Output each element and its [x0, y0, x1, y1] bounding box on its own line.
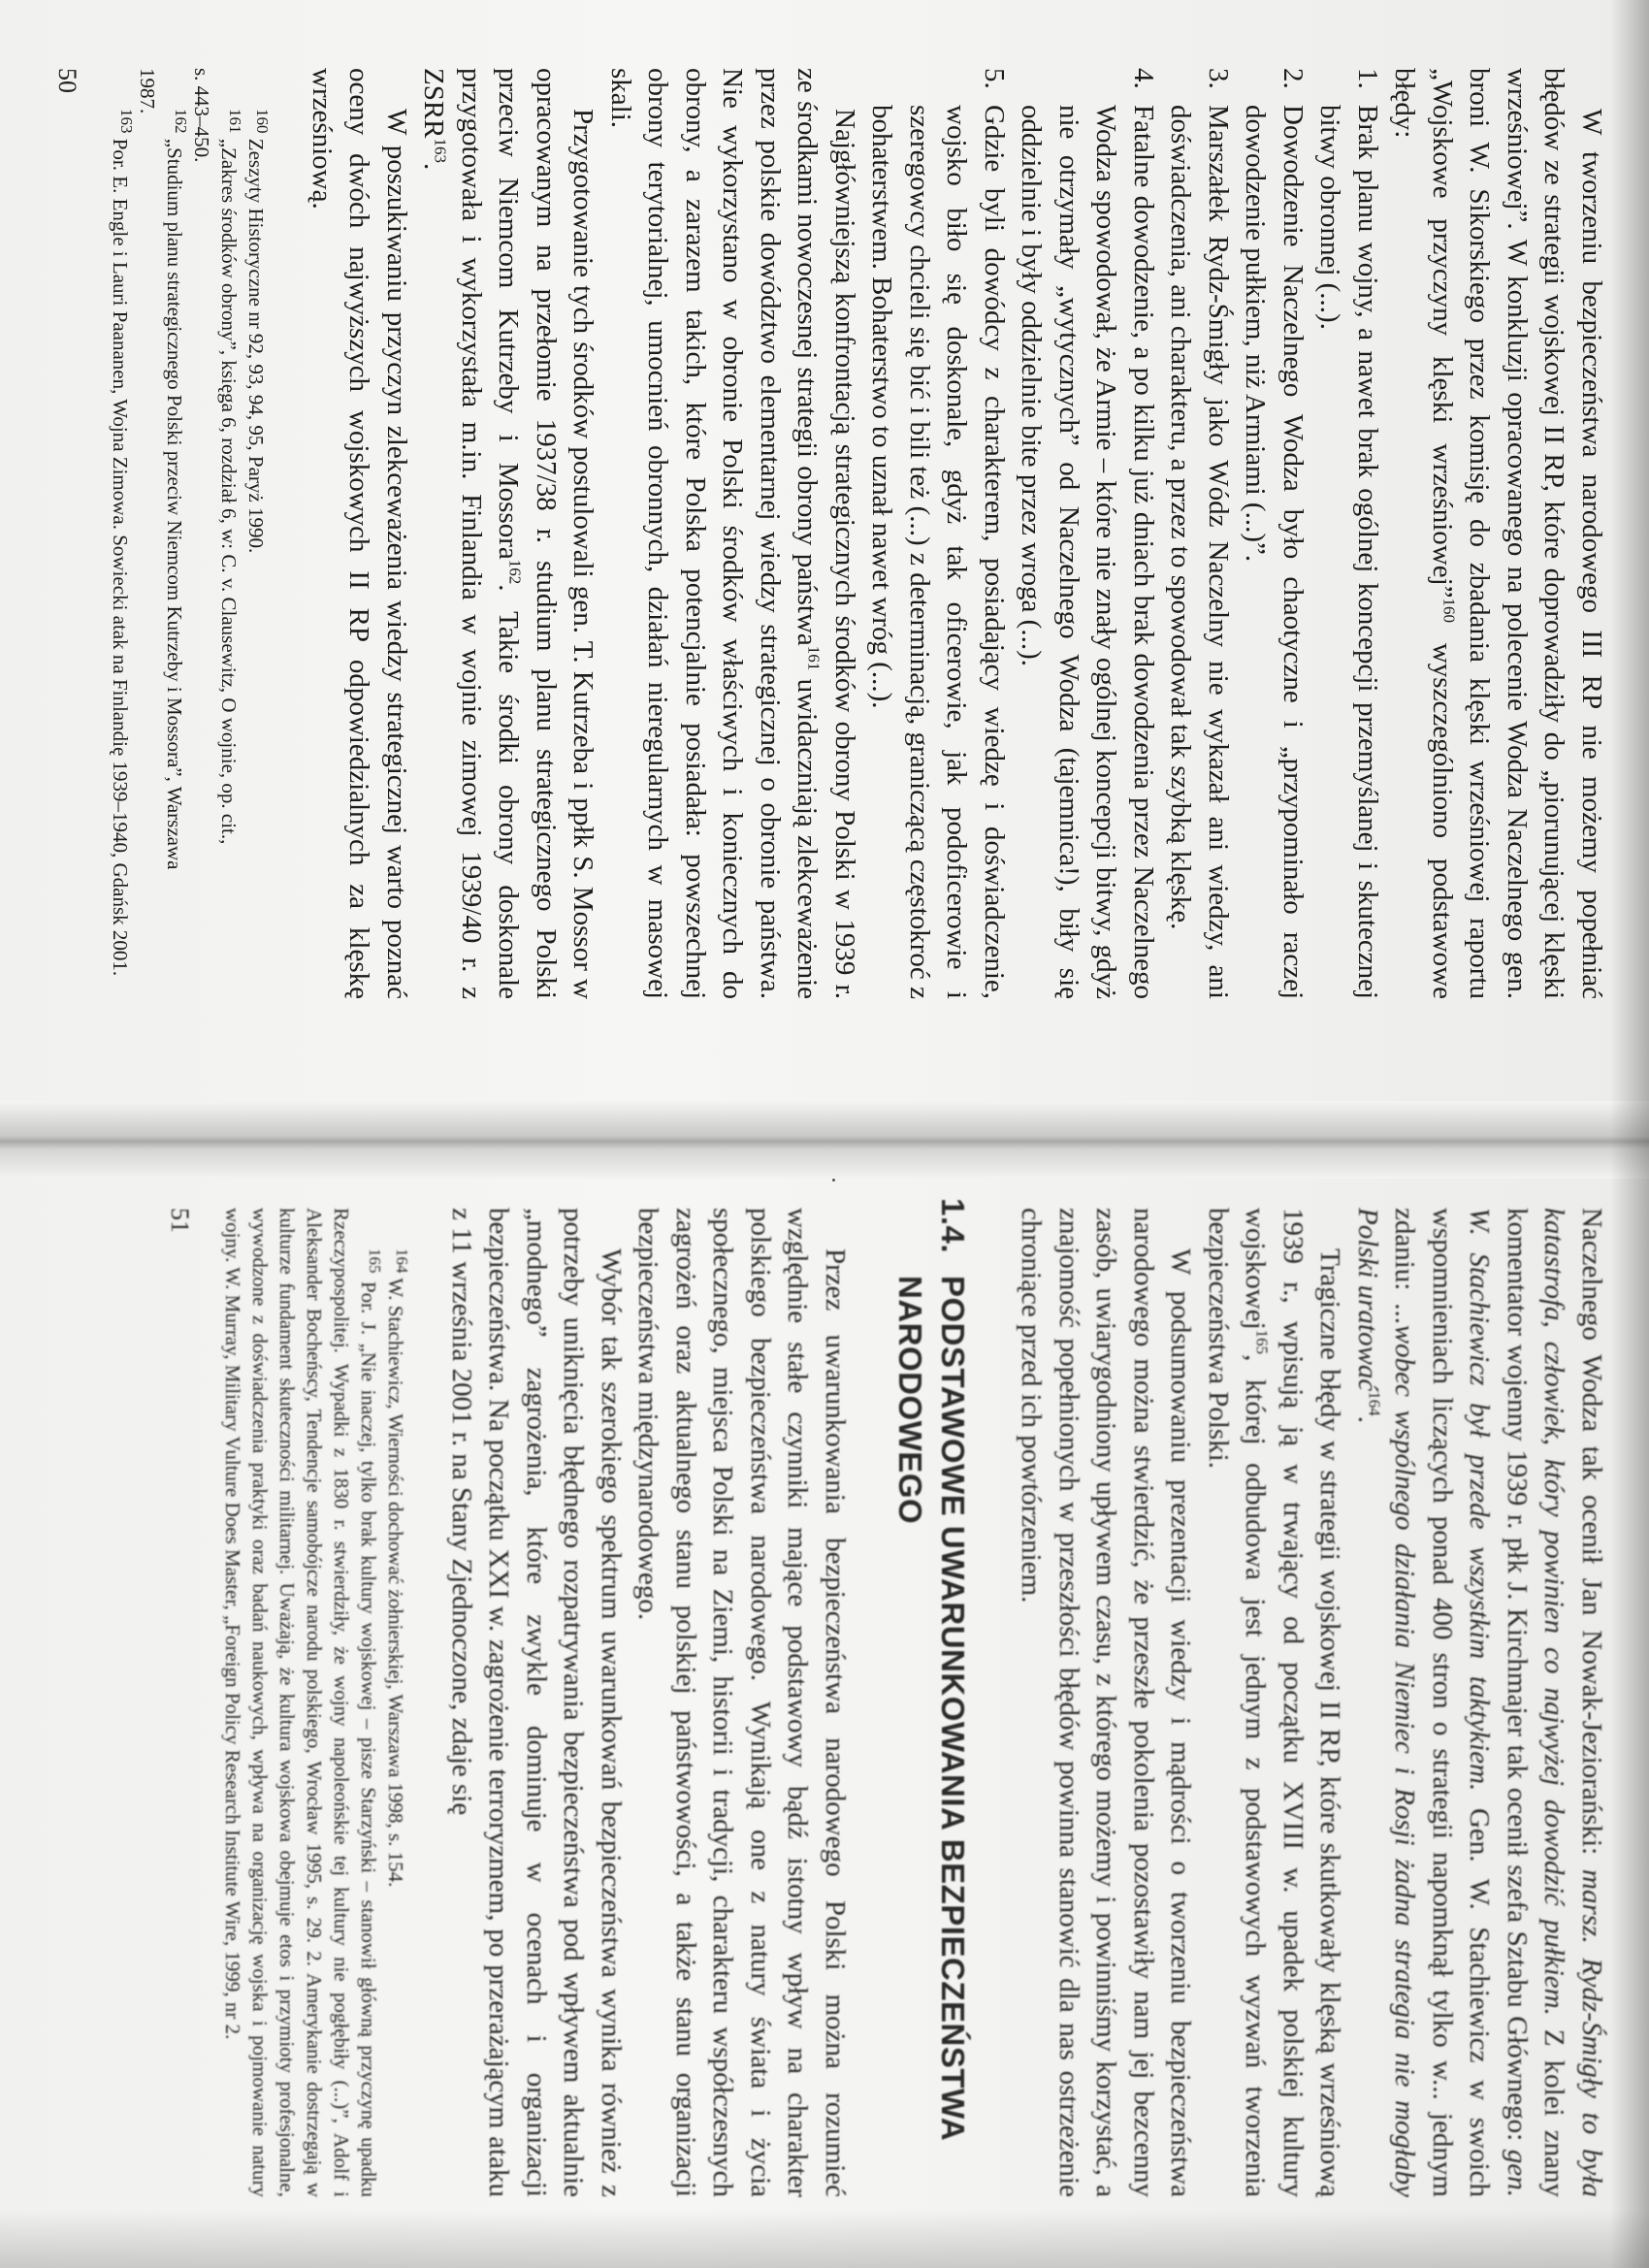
footnote-ref-165: 165 — [1253, 1329, 1273, 1355]
footnote-ref-163: 163 — [432, 138, 451, 164]
paragraph-confrontation: Najgłówniejszą konfrontacją strategicznych środków obrony Polski w 1939 r. ze środkami nowoczesnej strategii obrony państwa$^{161}$ uwidaczniają zlekceważenie przez polskie dowództwo elementarnej wiedzy strategicznej o obronie państwa. Nie wykorzystano w obronie Polski środków właściwych i koniecznych do obrony, a zarazem takich, które Polska potencjalnie posiadała: powszechnej obrony terytorialnej, umocnień obronnych, działań nieregularnych w masowej skali. — [605, 68, 860, 999]
footnote-ref-164: 164 — [1365, 1391, 1384, 1416]
error-item-2: 2. Dowodzenie Naczelnego Wodza było chaotyczne i „przypominało raczej dowodzenie pułkiem, niż Armiami (...)”. — [1240, 68, 1309, 999]
footnote-163: $^{163}$ Por. E. Engle i Lauri Paananen, Wojna Zimowa. Sowiecki atak na Finlandię 1939–1940, Gdańsk 2001. — [109, 109, 137, 977]
page-50-body-continued — [304, 68, 864, 999]
footnote-162: $^{162}$ „Studium planu strategicznego Polski przeciw Niemcom Kutrzeby i Mossora”, Warszawa 1987. — [136, 68, 191, 870]
page-50-footnotes — [108, 68, 271, 999]
paragraph-nowak-jezioranski: Naczelnego Wodza tak ocenił Jan Nowak-Jeziorański: marsz. Rydz-Śmigły to była katastrofa, człowiek, który powinien co najwyżej dowodzić pułkiem. Z kolei znany komentator wojenny 1939 r. płk J. Kirchmajer tak ocenił szefa Sztabu Głównego: gen. W. Stachiewicz był przede wszystkim taktykiem. Gen. W. Stachiewicz w swoich wspomnieniach liczących ponad 400 stron o strategii napomknął tylko w... jednym zdaniu: ...wobec wspólnego działania Niemiec i Rosji żadna strategia nie mogłaby Polski uratować$^{164}$. — [1352, 1208, 1607, 2197]
footnote-165: $^{165}$ Por. J. „Nie inaczej, tylko brak kultury wojskowej – pisze Starzyński – stanowił główną przyczynę upadku Rzeczypospolitej. Wypadki z 1830 r. stwierdziły, że wojny napoleońskie tej kultury nie pogłębiły (...)”, Adolf i Aleksander Bocheńscy, Tendencje samobójcze narodu polskiego, Wrocław 1995, s. 29. 2. Amerykanie dostrzegają w kulturze fundament skuteczności militarnej. Uważają, że kultura wojskowa obejmuje etos i przymioty profesjonalne, wywodzone z doświadczenia praktyki oraz badań naukowych, wpływa na organizację wojska i pojmowanie natury wojny. W. Murray, Military Vulture Does Master, „Foreign Policy Research Institute Wire, 1999, nr 2. — [221, 1208, 385, 2197]
page-50-body — [1386, 68, 1610, 999]
footnote-164: $^{164}$ W. Stachiewicz, Wierności dochować żołnierskiej, Warszawa 1998, s. 154. — [384, 1248, 412, 1888]
paragraph-assessment: W poszukiwaniu przyczyn zlekceważenia wiedzy strategicznej warto poznać oceny dwóch najwyższych wojskowych II RP odpowiedzialnych za klęskę wrześniową. — [307, 68, 412, 999]
section-heading — [889, 1198, 974, 2197]
page-50-content — [53, 39, 1611, 1028]
paragraph-tragic-errors: Tragiczne błędy w strategii wojskowej II RP, które skutkowały klęską wrześniową 1939 r., wpisują ją w trwający od początku XVIII w. upadek polskiej kultury wojskowej$^{165}$, której odbudowa jest jednym z podstawowych wyzwań tworzenia bezpieczeństwa Polski. — [1203, 1208, 1346, 2197]
paragraph-kutrzeba: Przygotowanie tych środków postulowali gen. T. Kutrzeba i ppłk S. Mossor w opracowanym na przełomie 1937/38 r. studium planu strategicznego Polski przeciw Niemcom Kutrzeby i Mossora$^{162}$. Takie środki obrony doskonale przygotowała i wykorzystała m.in. Finlandia w wojnie zimowej 1939/40 r. z ZSRR$^{163}$. — [418, 68, 599, 999]
page-51-section-body — [443, 1208, 855, 2197]
error-list — [863, 68, 1386, 999]
page-51 — [97, 1179, 1610, 2226]
paragraph-spectrum: Wybór tak szerokiego spektrum uwarunkowań bezpieczeństwa wynika również z potrzeby uniknięcia błędnego rozpatrywania bezpieczeństwa pod wpływem aktualnie „modnego” zagrożenia, które zwykle dominuje w ocenach i organizacji bezpieczeństwa. Na początku XXI w. zagrożenie terroryzmem, po przerażającym ataku z 11 września 2001 r. na Stany Zjednoczone, zdaje się — [446, 1208, 627, 2197]
paragraph-intro: W tworzeniu bezpieczeństwa narodowego III RP nie możemy popełniać błędów ze strategii wojskowej II RP, które doprowadziły do „piorunującej klęski wrześniowej”. W konkluzji opracowanego na polecenie Wodza Naczelnego gen. broni W. Sikorskiego przez komisję do zbadania klęski wrześniowej raportu „Wojskowe przyczyny klęski wrześniowej”$^{160}$ wyszczególniono podstawowe błędy: — [1389, 68, 1607, 999]
section-number: 1.4. — [935, 1198, 971, 1254]
page-51-footnotes — [220, 1208, 410, 2197]
paragraph-summary: W podsumowaniu prezentacji wiedzy i mądrości o tworzeniu bezpieczeństwa narodowego można stwierdzić, że przeszłe pokolenia pozostawiły nam jej bezcenny zasób, uwiarygodniony upływem czasu, z którego możemy i powinniśmy korzystać, a znajomość popełnionych w przeszłości błędów powinna stanowić dla nas ostrzeżenie chroniące przed ich powtórzeniem. — [1016, 1208, 1197, 2197]
paragraph-conditions: Przez uwarunkowania bezpieczeństwa narodowego Polski można rozumieć względnie stałe czynniki mające podstawowy bądź istotny wpływ na charakter polskiego bezpieczeństwa narodowego. Wynikają one z natury świata i życia społecznego, miejsca Polski na Ziemi, historii i tradycji, charakteru współczesnych zagrożeń oraz aktualnego stanu polskiej państwowości, a także stanu organizacji bezpieczeństwa międzynarodowego. — [632, 1208, 851, 2197]
section-title-line-2: NARODOWEGO — [892, 1276, 928, 1525]
page-50 — [53, 39, 1610, 1028]
page-51-content — [166, 1179, 1611, 2226]
scan-edge-shadow — [1610, 0, 1649, 2268]
section-title-line-1: PODSTAWOWE UWARUNKOWANIA BEZPIECZEŃSTWA — [935, 1276, 971, 2142]
page-51-body — [1013, 1208, 1610, 2197]
ink-speck — [832, 1179, 835, 1182]
footnote-160: $^{160}$ Zeszyty Historyczne nr 92, 93, 94, 95, Paryż 1990. — [244, 109, 273, 554]
error-item-1: 1. Brak planu wojny, a nawet brak ogólnej koncepcji przemyślanej i skutecznej bitwy obronnej (...). — [1314, 68, 1383, 999]
error-item-4: 4. Fatalne dowodzenie, a po kilku już dniach brak dowodzenia przez Naczelnego Wodza spowodował, że Armie – które nie znały ogólnej koncepcji bitwy, gdyż nie otrzymały „wytycznych” od Naczelnego Wodza (tajemnica!), biły się oddzielnie i były oddzielnie bite przez wroga (...). — [1016, 68, 1159, 999]
footnote-161: $^{161}$ „Zakres środków obrony”, księga 6, rozdział 6, w: C. v. Clausewitz, O wojnie, op. cit., s. 443–450. — [190, 68, 245, 845]
footnote-ref-162: 162 — [506, 559, 526, 585]
scan-bottom-shadow — [0, 2210, 1649, 2268]
error-item-3: 3. Marszałek Rydz-Śmigły jako Wódz Naczelny nie wykazał ani wiedzy, ani doświadczenia, ani charakteru, a przez to spowodował tak szybką klęskę. — [1165, 68, 1234, 999]
footnote-ref-161: 161 — [805, 645, 824, 671]
footnote-ref-160: 160 — [1439, 598, 1459, 624]
book-gutter — [0, 1101, 1649, 1179]
error-item-5: 5. Gdzie byli dowódcy z charakterem, posiadający wiedzę i doświadczenie, wojsko biło się doskonale, gdyż tak oficerowie, jak podoficerowie i szeregowcy chcieli się bić i bili też (...) z determinacją, graniczącą częstokroć z bohaterstwem. Bohaterstwo to uznał nawet wróg (...). — [866, 68, 1010, 999]
page-number-51: 51 — [166, 1208, 195, 1233]
page-number-50: 50 — [53, 68, 82, 93]
